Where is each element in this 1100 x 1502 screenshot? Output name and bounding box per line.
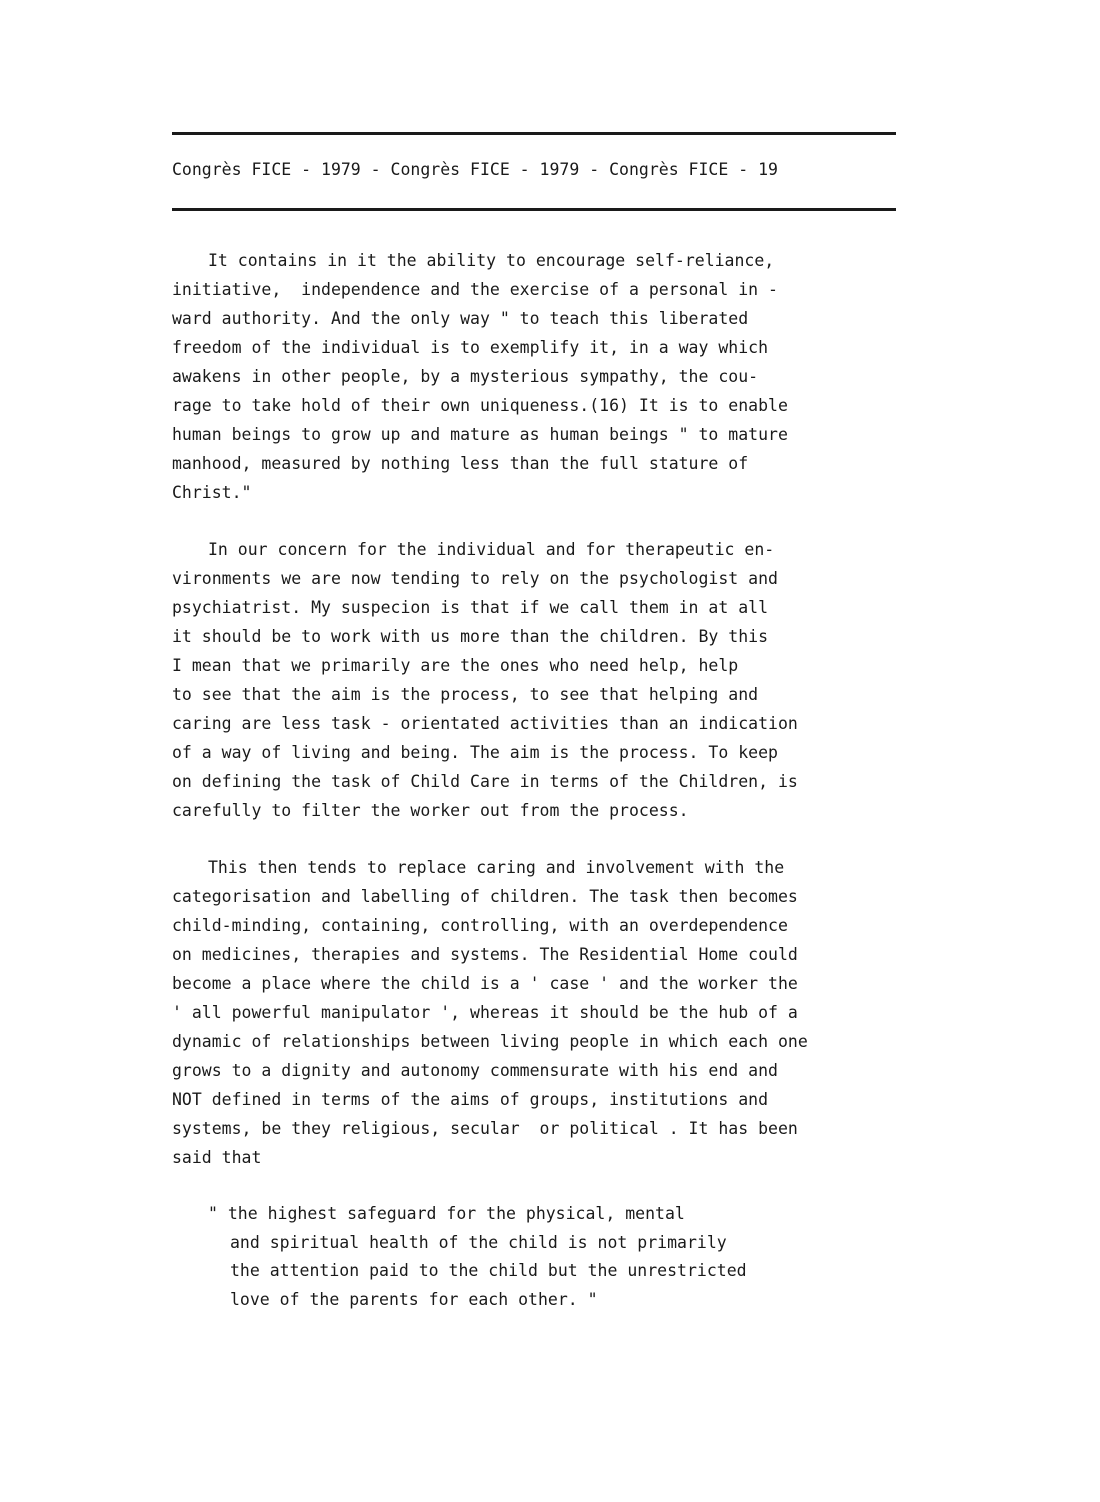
text-line: categorisation and labelling of children. The task then becomes (172, 887, 798, 906)
text-line: freedom of the individual is to exemplify it, in a way which (172, 338, 769, 357)
paragraph-2 (172, 535, 942, 825)
text-line: NOT defined in terms of the aims of groups, institutions and (172, 1090, 769, 1109)
text-line: vironments we are now tending to rely on the psychologist and (172, 569, 778, 588)
header-rule-bottom (172, 208, 896, 211)
text-line: ' all powerful manipulator ', whereas it should be the hub of a (172, 1003, 798, 1022)
page-body (172, 246, 942, 1314)
text-line: dynamic of relationships between living people in which each one (172, 1032, 808, 1051)
text-line: It contains in it the ability to encourage self-reliance, (208, 251, 775, 270)
text-line: awakens in other people, by a mysterious sympathy, the cou- (172, 367, 759, 386)
quote-line: " the highest safeguard for the physical, mental (208, 1204, 685, 1223)
text-line: human beings to grow up and mature as human beings " to mature (172, 425, 788, 444)
text-line: said that (172, 1148, 262, 1167)
paragraph-1 (172, 246, 942, 507)
text-line: grows to a dignity and autonomy commensurate with his end and (172, 1061, 778, 1080)
text-line: psychiatrist. My suspecion is that if we call them in at all (172, 598, 769, 617)
text-line: on defining the task of Child Care in terms of the Children, is (172, 772, 798, 791)
text-line: on medicines, therapies and systems. The Residential Home could (172, 945, 798, 964)
block-quote (172, 1200, 942, 1314)
text-line: I mean that we primarily are the ones who need help, help (172, 656, 739, 675)
text-line: manhood, measured by nothing less than the full stature of (172, 454, 749, 473)
quote-line: love of the parents for each other. " (230, 1289, 598, 1309)
quote-line: and spiritual health of the child is not primarily (230, 1232, 727, 1252)
text-line: rage to take hold of their own uniqueness.(16) It is to enable (172, 396, 788, 415)
text-line: carefully to filter the worker out from the process. (172, 801, 689, 820)
text-line: systems, be they religious, secular or political . It has been (172, 1119, 798, 1138)
header-rule-top (172, 132, 896, 135)
text-line: to see that the aim is the process, to see that helping and (172, 685, 759, 704)
quote-line: the attention paid to the child but the unrestricted (230, 1261, 747, 1280)
text-line: ward authority. And the only way " to teach this liberated (172, 309, 749, 328)
running-head-text: Congrès FICE - 1979 - Congrès FICE - 1979 - Congrès FICE - 19 (172, 160, 778, 179)
text-line: become a place where the child is a ' case ' and the worker the (172, 974, 798, 993)
text-line: of a way of living and being. The aim is the process. To keep (172, 743, 778, 762)
text-line: In our concern for the individual and for therapeutic en- (208, 540, 775, 559)
text-line: This then tends to replace caring and involvement with the (208, 858, 785, 877)
text-line: it should be to work with us more than the children. By this (172, 627, 769, 646)
paragraph-3 (172, 853, 942, 1172)
running-header (172, 158, 896, 182)
text-line: child-minding, containing, controlling, with an overdependence (172, 916, 788, 935)
text-line: Christ." (172, 483, 252, 502)
text-line: caring are less task - orientated activities than an indication (172, 714, 798, 733)
text-line: initiative, independence and the exercise of a personal in - (172, 280, 778, 299)
